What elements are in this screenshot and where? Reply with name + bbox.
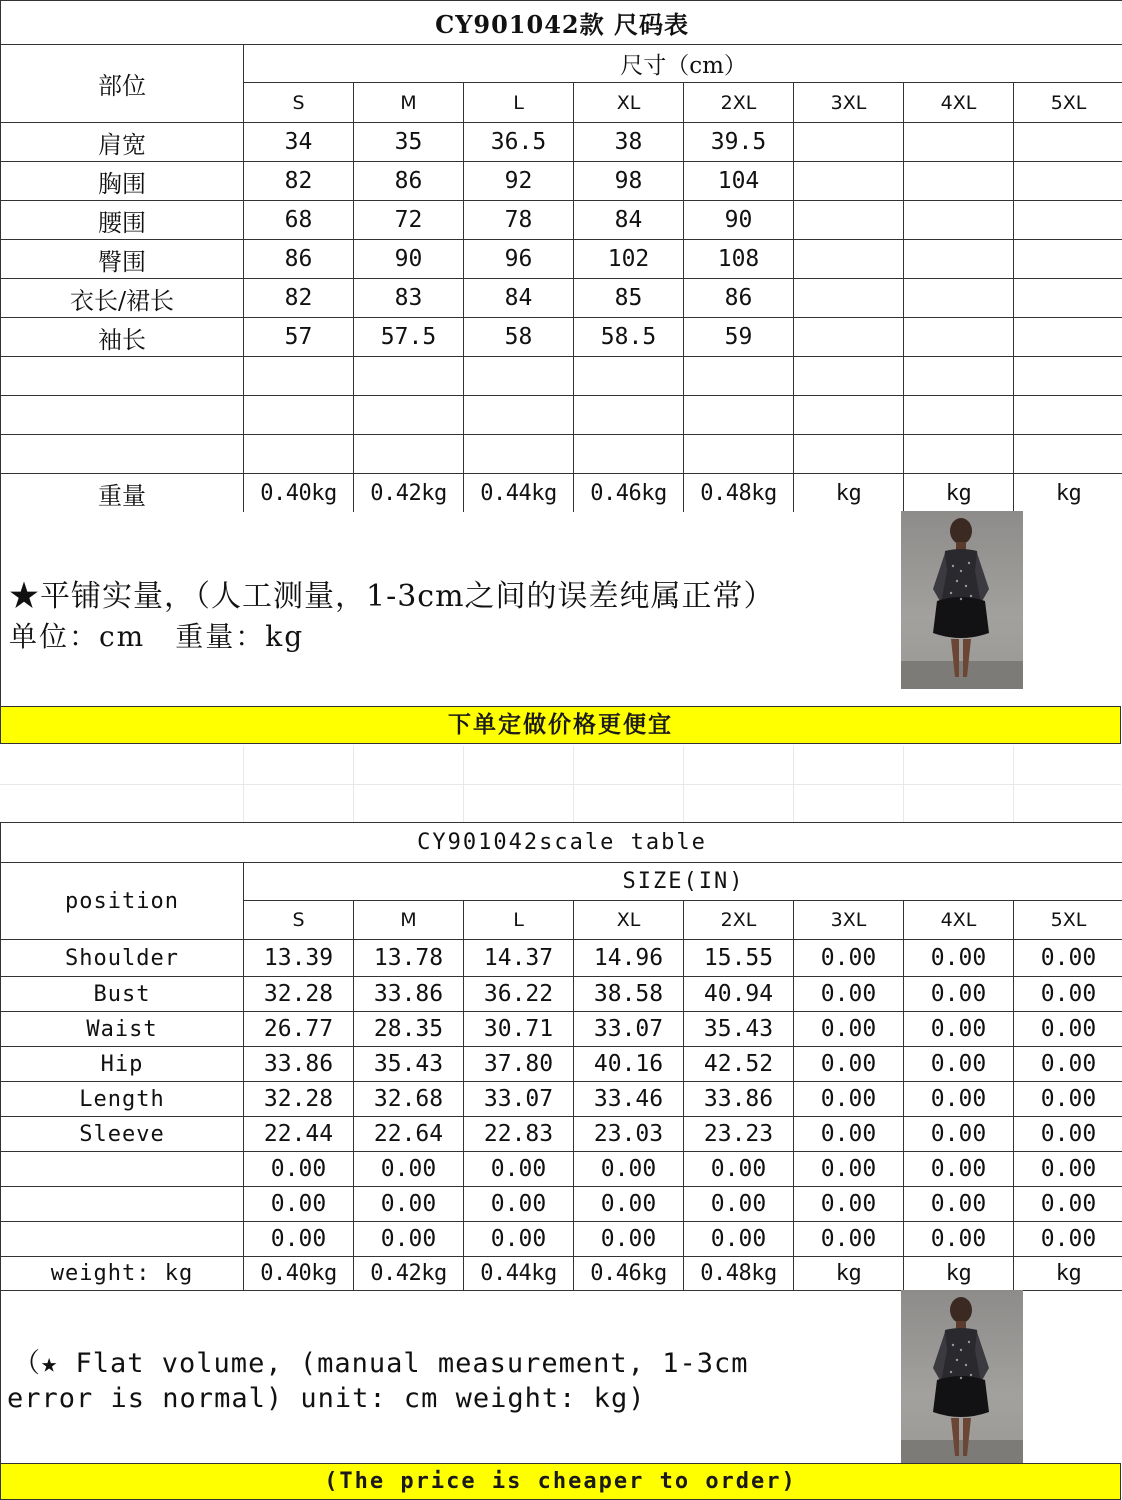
row-label: 袖长 xyxy=(1,318,244,357)
measurement-cell xyxy=(904,396,1014,435)
measurement-cell: 36.5 xyxy=(464,123,574,162)
measurement-cell: 30.71 xyxy=(464,1012,574,1047)
weight-cell: 0.42kg xyxy=(354,1257,464,1291)
weight-cell: kg xyxy=(794,474,904,513)
measurement-cell: 42.52 xyxy=(684,1047,794,1082)
row-label xyxy=(1,1187,244,1222)
measurement-cell xyxy=(464,396,574,435)
size-header-cell: 5XL xyxy=(1014,901,1122,940)
weight-cell: 0.44kg xyxy=(464,474,574,513)
measurement-cell xyxy=(794,435,904,474)
row-label xyxy=(1,1222,244,1257)
size-header-cell: M xyxy=(354,83,464,123)
row-label xyxy=(1,357,244,396)
table-row xyxy=(1,1117,1122,1152)
measurement-cell: 102 xyxy=(574,240,684,279)
position-header: position xyxy=(1,863,244,940)
size-header-cell: 5XL xyxy=(1014,83,1122,123)
row-label: 肩宽 xyxy=(1,123,244,162)
weight-cell: 0.40kg xyxy=(244,1257,354,1291)
size-table-en xyxy=(0,822,1122,1291)
measurement-cell xyxy=(794,240,904,279)
table-row xyxy=(1,162,1122,201)
measurement-cell: 0.00 xyxy=(354,1187,464,1222)
measurement-cell xyxy=(794,123,904,162)
measurement-cell: 90 xyxy=(354,240,464,279)
size-header-cell: S xyxy=(244,901,354,940)
measurement-cell xyxy=(574,357,684,396)
table-row xyxy=(1,1047,1122,1082)
row-label: Bust xyxy=(1,977,244,1012)
measurement-cell: 57 xyxy=(244,318,354,357)
row-label: 衣长/裙长 xyxy=(1,279,244,318)
measurement-cell xyxy=(464,357,574,396)
weight-cell: 0.46kg xyxy=(574,474,684,513)
measurement-cell: 14.37 xyxy=(464,940,574,977)
measurement-cell: 104 xyxy=(684,162,794,201)
measurement-cell: 38.58 xyxy=(574,977,684,1012)
measurement-cell: 58 xyxy=(464,318,574,357)
measurement-cell: 0.00 xyxy=(244,1187,354,1222)
measurement-cell: 96 xyxy=(464,240,574,279)
measurement-cell: 36.22 xyxy=(464,977,574,1012)
measurement-cell: 35 xyxy=(354,123,464,162)
measurement-cell: 22.83 xyxy=(464,1117,574,1152)
measurement-cell: 59 xyxy=(684,318,794,357)
measurement-cell: 0.00 xyxy=(904,1012,1014,1047)
order-banner-en: (The price is cheaper to order) xyxy=(0,1463,1121,1500)
size-header-cell: XL xyxy=(574,901,684,940)
size-header-cell: 4XL xyxy=(904,901,1014,940)
measurement-cell xyxy=(1014,396,1122,435)
table-row xyxy=(1,977,1122,1012)
row-label: Sleeve xyxy=(1,1117,244,1152)
size-header-cell: L xyxy=(464,83,574,123)
weight-cell: 0.48kg xyxy=(684,1257,794,1291)
measurement-cell xyxy=(794,357,904,396)
weight-cell: kg xyxy=(794,1257,904,1291)
measurement-cell: 33.07 xyxy=(574,1012,684,1047)
measurement-cell: 0.00 xyxy=(904,1187,1014,1222)
measurement-cell: 0.00 xyxy=(794,1222,904,1257)
measurement-cell: 0.00 xyxy=(1014,977,1122,1012)
measurement-cell xyxy=(794,162,904,201)
product-photo xyxy=(901,1290,1023,1468)
table-row xyxy=(1,396,1122,435)
measurement-cell: 0.00 xyxy=(794,940,904,977)
weight-cell: 0.44kg xyxy=(464,1257,574,1291)
row-label xyxy=(1,396,244,435)
measurement-cell: 0.00 xyxy=(1014,1012,1122,1047)
table-row xyxy=(1,1152,1122,1187)
size-header-cell: 3XL xyxy=(794,901,904,940)
measurement-cell: 38 xyxy=(574,123,684,162)
measurement-cell: 0.00 xyxy=(1014,940,1122,977)
size-unit-header: 尺寸（cm） xyxy=(244,45,1122,83)
measurement-cell xyxy=(904,201,1014,240)
size-header-cell: L xyxy=(464,901,574,940)
measurement-cell: 84 xyxy=(464,279,574,318)
measurement-cell: 0.00 xyxy=(464,1152,574,1187)
measurement-cell: 22.64 xyxy=(354,1117,464,1152)
table-title: CY901042款 尺码表 xyxy=(1,1,1122,45)
row-label: Length xyxy=(1,1082,244,1117)
measurement-cell: 68 xyxy=(244,201,354,240)
measurement-cell: 0.00 xyxy=(794,1012,904,1047)
measurement-cell xyxy=(904,279,1014,318)
measurement-cell xyxy=(904,240,1014,279)
measurement-cell: 0.00 xyxy=(904,1117,1014,1152)
table-row xyxy=(1,940,1122,977)
weight-cell: kg xyxy=(1014,1257,1122,1291)
measurement-cell: 32.28 xyxy=(244,977,354,1012)
measurement-cell: 0.00 xyxy=(1014,1187,1122,1222)
row-label: Waist xyxy=(1,1012,244,1047)
size-header-cell: M xyxy=(354,901,464,940)
row-label: 臀围 xyxy=(1,240,244,279)
measurement-cell: 108 xyxy=(684,240,794,279)
measurement-cell: 13.78 xyxy=(354,940,464,977)
size-header-cell: 2XL xyxy=(684,901,794,940)
measurement-cell: 85 xyxy=(574,279,684,318)
measurement-cell: 40.16 xyxy=(574,1047,684,1082)
table-row xyxy=(1,1082,1122,1117)
weight-label: weight: kg xyxy=(1,1257,244,1291)
measurement-cell: 22.44 xyxy=(244,1117,354,1152)
measurement-cell: 13.39 xyxy=(244,940,354,977)
size-header-cell: S xyxy=(244,83,354,123)
measurement-cell: 0.00 xyxy=(794,1117,904,1152)
measurement-cell: 0.00 xyxy=(464,1222,574,1257)
measurement-cell xyxy=(904,123,1014,162)
measurement-cell xyxy=(904,162,1014,201)
weight-cell: kg xyxy=(1014,474,1122,513)
measurement-cell: 0.00 xyxy=(574,1187,684,1222)
measurement-cell: 0.00 xyxy=(684,1152,794,1187)
measurement-cell: 23.03 xyxy=(574,1117,684,1152)
measurement-cell: 33.86 xyxy=(244,1047,354,1082)
size-header-cell: 2XL xyxy=(684,83,794,123)
measurement-cell: 72 xyxy=(354,201,464,240)
measurement-cell: 33.07 xyxy=(464,1082,574,1117)
measurement-cell: 33.46 xyxy=(574,1082,684,1117)
measurement-cell: 86 xyxy=(684,279,794,318)
measurement-cell xyxy=(574,435,684,474)
measurement-cell xyxy=(1014,357,1122,396)
measurement-cell xyxy=(904,435,1014,474)
weight-label: 重量 xyxy=(1,474,244,513)
measurement-cell: 0.00 xyxy=(684,1222,794,1257)
measurement-cell: 14.96 xyxy=(574,940,684,977)
measurement-cell: 0.00 xyxy=(904,1047,1014,1082)
measurement-cell: 0.00 xyxy=(904,1152,1014,1187)
measurement-cell xyxy=(794,279,904,318)
measurement-cell: 0.00 xyxy=(1014,1222,1122,1257)
table-row xyxy=(1,1187,1122,1222)
measurement-cell xyxy=(1014,318,1122,357)
measurement-cell: 0.00 xyxy=(244,1152,354,1187)
measurement-cell: 0.00 xyxy=(684,1187,794,1222)
measurement-cell: 0.00 xyxy=(904,977,1014,1012)
measurement-cell xyxy=(354,435,464,474)
note-measurement: ★平铺实量，（人工测量，1-3cm之间的误差纯属正常） xyxy=(9,579,775,614)
measurement-cell: 0.00 xyxy=(794,1187,904,1222)
measurement-cell: 0.00 xyxy=(1014,1117,1122,1152)
row-label: Shoulder xyxy=(1,940,244,977)
measurement-cell xyxy=(1014,240,1122,279)
measurement-cell: 0.00 xyxy=(794,1082,904,1117)
measurement-cell xyxy=(904,318,1014,357)
measurement-cell xyxy=(1014,162,1122,201)
measurement-cell xyxy=(904,357,1014,396)
weight-row xyxy=(1,1257,1122,1291)
row-label xyxy=(1,435,244,474)
order-banner-cn: 下单定做价格更便宜 xyxy=(0,706,1121,744)
measurement-cell xyxy=(244,357,354,396)
weight-cell: 0.46kg xyxy=(574,1257,684,1291)
measurement-cell: 39.5 xyxy=(684,123,794,162)
measurement-cell xyxy=(794,201,904,240)
table-row xyxy=(1,1222,1122,1257)
measurement-cell: 0.00 xyxy=(574,1152,684,1187)
measurement-cell: 98 xyxy=(574,162,684,201)
measurement-cell xyxy=(794,396,904,435)
measurement-cell: 35.43 xyxy=(354,1047,464,1082)
measurement-cell: 40.94 xyxy=(684,977,794,1012)
measurement-cell: 82 xyxy=(244,162,354,201)
weight-row xyxy=(1,474,1122,513)
measurement-cell xyxy=(1014,123,1122,162)
table-row xyxy=(1,318,1122,357)
measurement-cell: 82 xyxy=(244,279,354,318)
measurement-cell xyxy=(684,357,794,396)
measurement-cell: 0.00 xyxy=(794,977,904,1012)
measurement-cell: 0.00 xyxy=(354,1222,464,1257)
table-row xyxy=(1,1012,1122,1047)
measurement-cell: 0.00 xyxy=(904,940,1014,977)
measurement-cell: 0.00 xyxy=(794,1152,904,1187)
measurement-cell xyxy=(794,318,904,357)
measurement-cell xyxy=(244,435,354,474)
measurement-cell: 28.35 xyxy=(354,1012,464,1047)
measurement-cell: 0.00 xyxy=(904,1082,1014,1117)
position-header: 部位 xyxy=(1,45,244,123)
measurement-cell: 0.00 xyxy=(1014,1047,1122,1082)
measurement-cell: 83 xyxy=(354,279,464,318)
measurement-cell: 92 xyxy=(464,162,574,201)
measurement-cell xyxy=(574,396,684,435)
measurement-cell: 78 xyxy=(464,201,574,240)
measurement-cell: 15.55 xyxy=(684,940,794,977)
weight-cell: 0.40kg xyxy=(244,474,354,513)
measurement-cell: 23.23 xyxy=(684,1117,794,1152)
measurement-cell: 90 xyxy=(684,201,794,240)
table-row xyxy=(1,357,1122,396)
size-header-cell: 4XL xyxy=(904,83,1014,123)
measurement-cell: 0.00 xyxy=(1014,1152,1122,1187)
table-title: CY901042scale table xyxy=(1,823,1122,863)
size-header-cell: 3XL xyxy=(794,83,904,123)
row-label: 胸围 xyxy=(1,162,244,201)
product-photo xyxy=(901,511,1023,689)
note-unit: error is normal) unit: cm weight: kg) xyxy=(7,1383,646,1414)
measurement-cell: 32.28 xyxy=(244,1082,354,1117)
note-measurement: （★ Flat volume, (manual measurement, 1-3cm xyxy=(13,1348,749,1379)
size-header-cell: XL xyxy=(574,83,684,123)
measurement-cell: 84 xyxy=(574,201,684,240)
measurement-cell xyxy=(1014,201,1122,240)
table-row xyxy=(1,279,1122,318)
size-unit-header: SIZE(IN) xyxy=(244,863,1122,901)
weight-cell: kg xyxy=(904,474,1014,513)
measurement-cell: 34 xyxy=(244,123,354,162)
measurement-cell: 0.00 xyxy=(464,1187,574,1222)
measurement-cell: 0.00 xyxy=(904,1222,1014,1257)
table-row xyxy=(1,240,1122,279)
measurement-cell: 33.86 xyxy=(354,977,464,1012)
measurement-cell: 32.68 xyxy=(354,1082,464,1117)
measurement-cell: 0.00 xyxy=(574,1222,684,1257)
table-row xyxy=(1,123,1122,162)
row-label xyxy=(1,1152,244,1187)
measurement-cell: 35.43 xyxy=(684,1012,794,1047)
measurement-cell xyxy=(684,396,794,435)
measurement-cell: 86 xyxy=(354,162,464,201)
spreadsheet-gap xyxy=(0,746,1121,822)
measurement-cell: 58.5 xyxy=(574,318,684,357)
measurement-cell: 86 xyxy=(244,240,354,279)
measurement-cell xyxy=(1014,435,1122,474)
weight-cell: 0.42kg xyxy=(354,474,464,513)
measurement-cell xyxy=(464,435,574,474)
measurement-cell: 26.77 xyxy=(244,1012,354,1047)
table-row xyxy=(1,435,1122,474)
row-label: 腰围 xyxy=(1,201,244,240)
measurement-cell: 0.00 xyxy=(1014,1082,1122,1117)
weight-cell: kg xyxy=(904,1257,1014,1291)
measurement-cell: 0.00 xyxy=(794,1047,904,1082)
measurement-cell: 0.00 xyxy=(244,1222,354,1257)
measurement-cell xyxy=(354,396,464,435)
measurement-cell xyxy=(354,357,464,396)
size-table-cn xyxy=(0,0,1122,513)
measurement-cell xyxy=(1014,279,1122,318)
table-row xyxy=(1,201,1122,240)
measurement-cell: 37.80 xyxy=(464,1047,574,1082)
measurement-cell: 33.86 xyxy=(684,1082,794,1117)
measurement-cell: 0.00 xyxy=(354,1152,464,1187)
measurement-cell xyxy=(684,435,794,474)
measurement-cell: 57.5 xyxy=(354,318,464,357)
row-label: Hip xyxy=(1,1047,244,1082)
measurement-cell xyxy=(244,396,354,435)
note-unit: 单位：cm 重量：kg xyxy=(9,620,305,653)
weight-cell: 0.48kg xyxy=(684,474,794,513)
